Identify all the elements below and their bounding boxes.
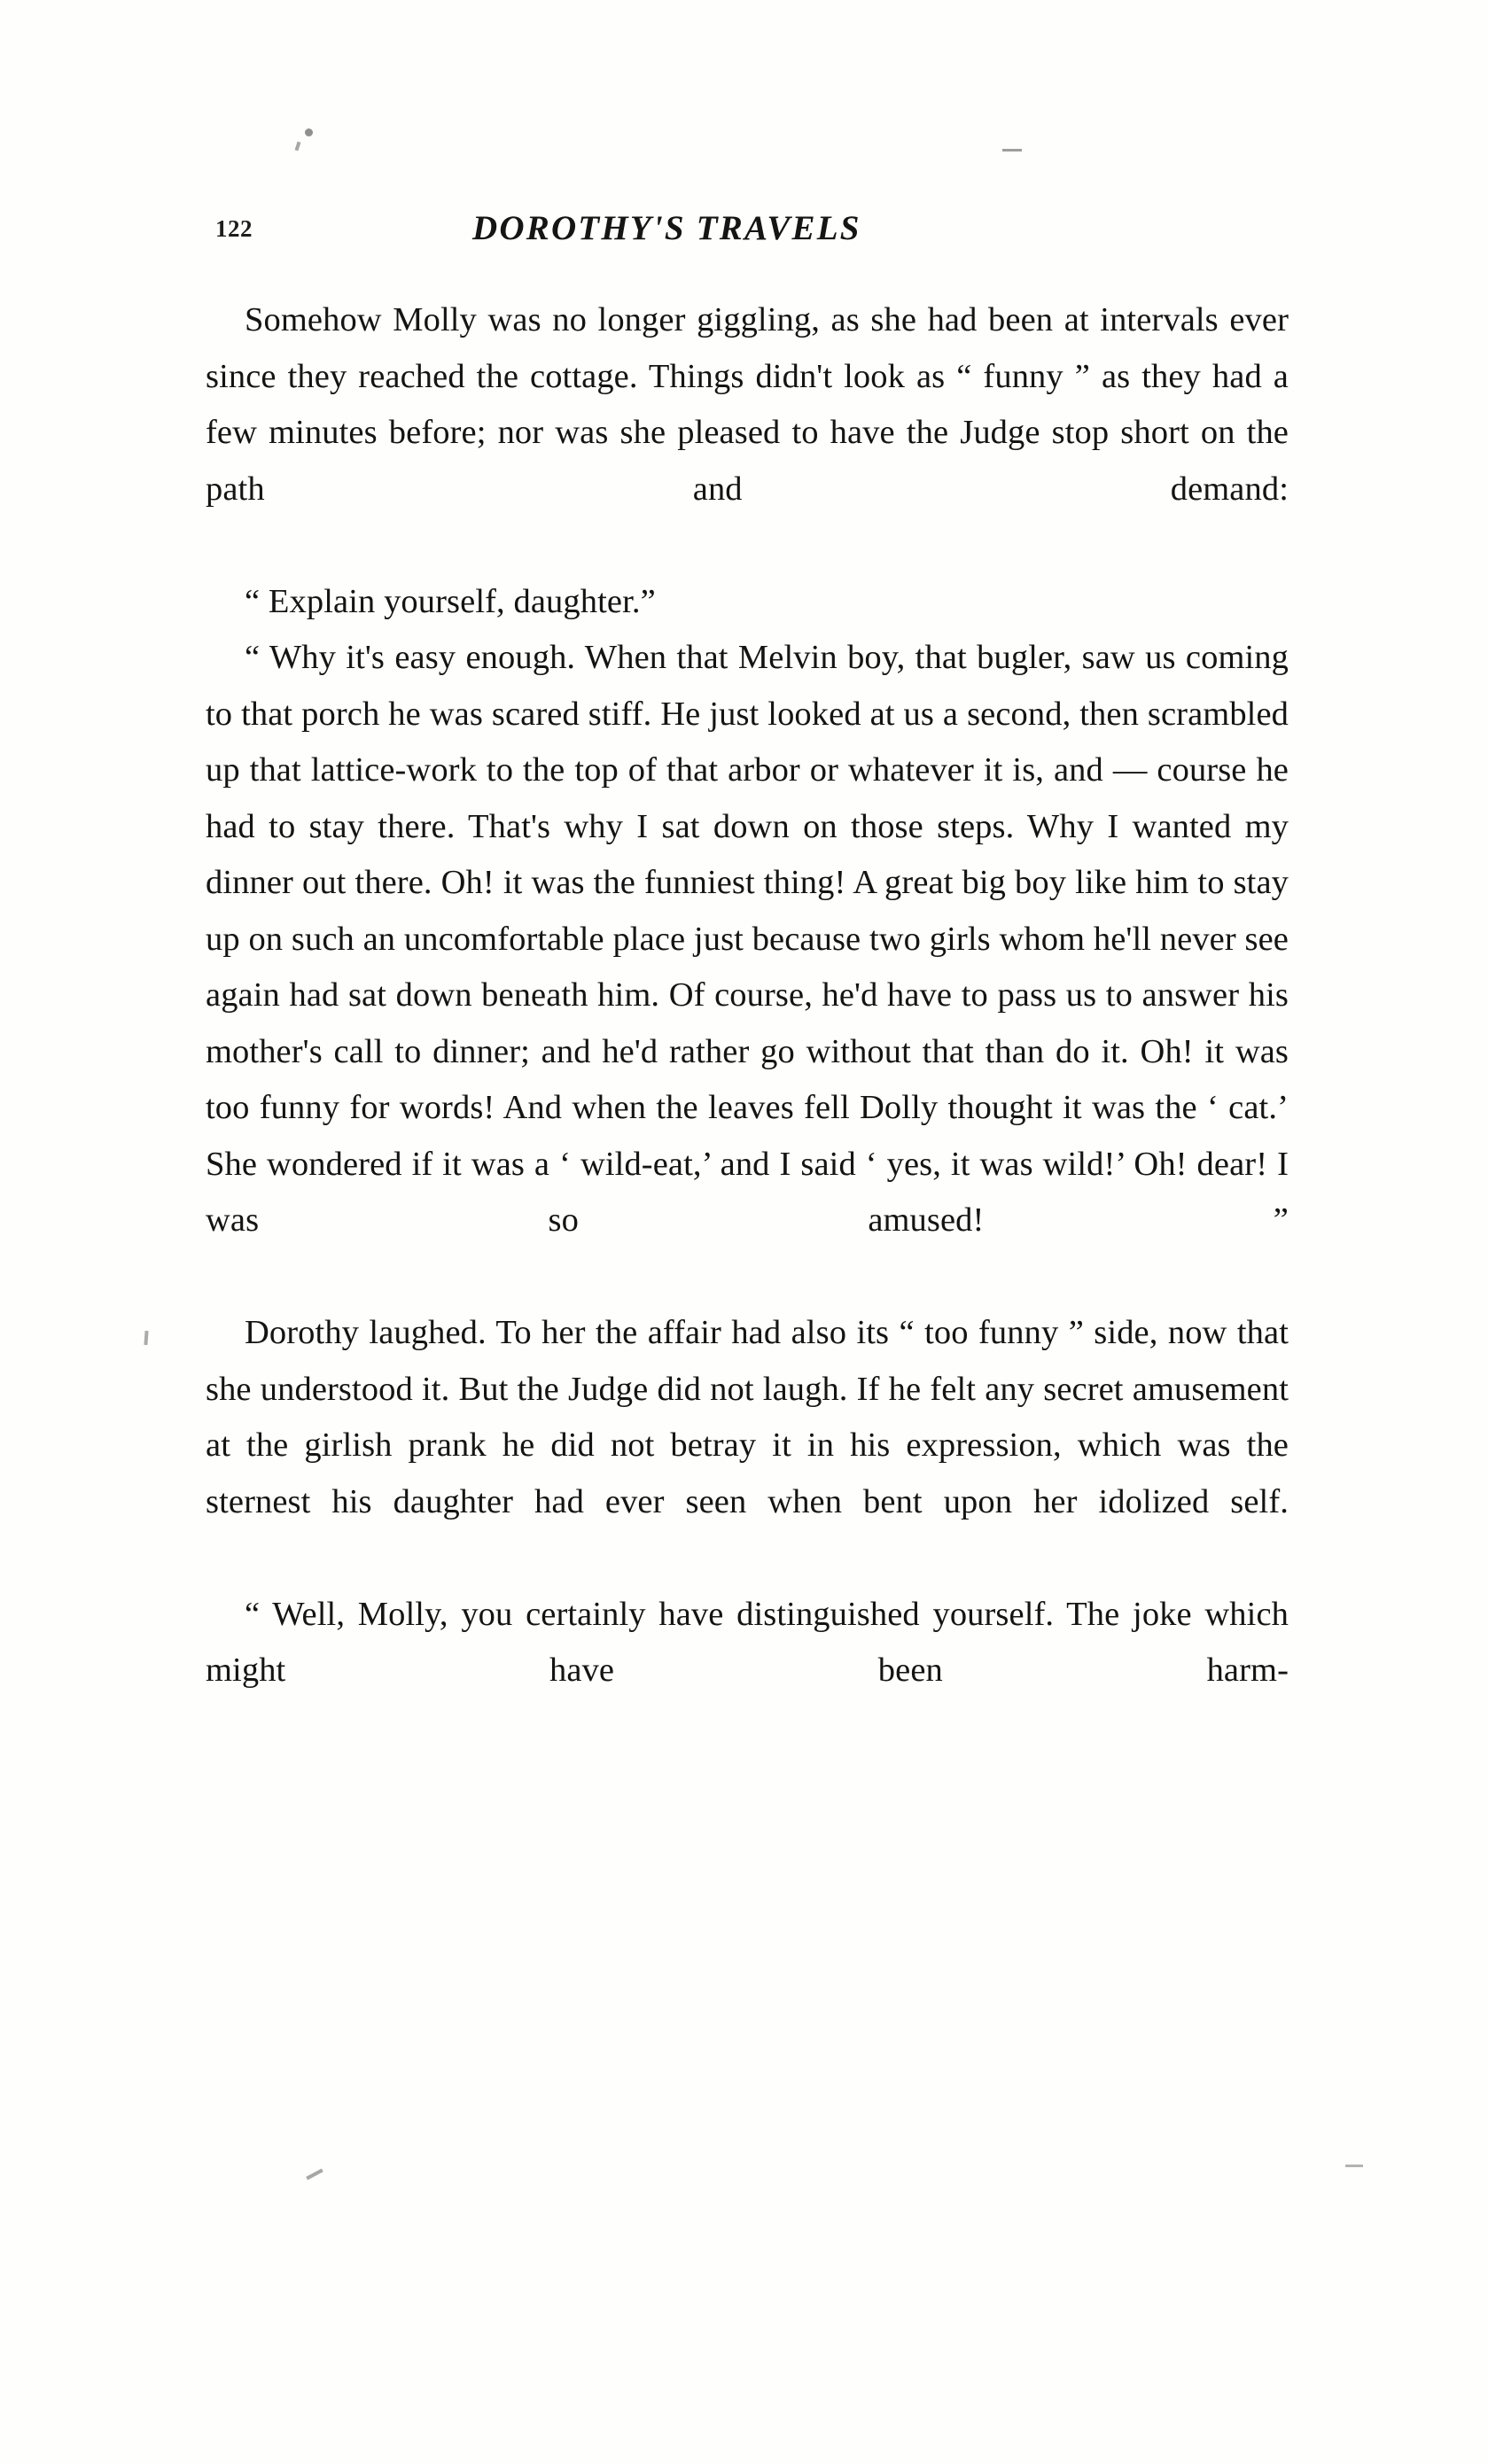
running-head-title: DOROTHY'S TRAVELS xyxy=(472,209,861,247)
page-header xyxy=(215,208,1279,251)
scan-mark-icon xyxy=(306,2169,323,2180)
page-text-block xyxy=(206,292,1289,1755)
scan-mark-icon xyxy=(144,1331,148,1345)
paragraph: “ Explain yourself, daughter.” xyxy=(245,582,656,620)
page-number: 122 xyxy=(215,215,253,242)
scan-mark-icon xyxy=(1002,149,1022,152)
paragraph: Somehow Molly was no longer giggling, as she had been at intervals ever since they reached the cottage. Things didn't look as “ funny ” as they had a few minutes before; nor was she pleased to have the Judge stop short on the path and demand: xyxy=(206,301,1289,508)
scan-speck-icon xyxy=(295,142,301,152)
paragraph: “ Why it's easy enough. When that Melvin boy, that bugler, saw us coming to that porch he was scared stiff. He just looked at us a second, then scrambled up that lattice-work to the top of that arbor or whatever it is, and — course he had to stay there. That's why I sat down on those steps. Why I wanted my dinner out there. Oh! it was the funniest thing! A great big boy like him to stay up on such an uncomfortable place just because two girls whom he'll never see again had sat down beneath him. Of course, he'd have to pass us to answer his mother's call to dinner; and he'd rather go without that than do it. Oh! it was too funny for words! And when the leaves fell Dolly thought it was the ‘ cat.’ She wondered if it was a ‘ wild-eat,’ and I said ‘ yes, it was wild!’ Oh! dear! I was so amused! ” xyxy=(206,639,1289,1239)
scan-speck-icon xyxy=(305,128,313,136)
scan-mark-icon xyxy=(1345,2165,1363,2167)
paragraph: Dorothy laughed. To her the affair had also its “ too funny ” side, now that she understood it. But the Judge did not laugh. If he felt any secret amusement at the girlish prank he did not betray it in his expression, which was the sternest his daughter had ever seen when bent upon her idolized self. xyxy=(206,1314,1289,1520)
paragraph: “ Well, Molly, you certainly have distinguished yourself. The joke which might have been harm- xyxy=(206,1595,1289,1689)
